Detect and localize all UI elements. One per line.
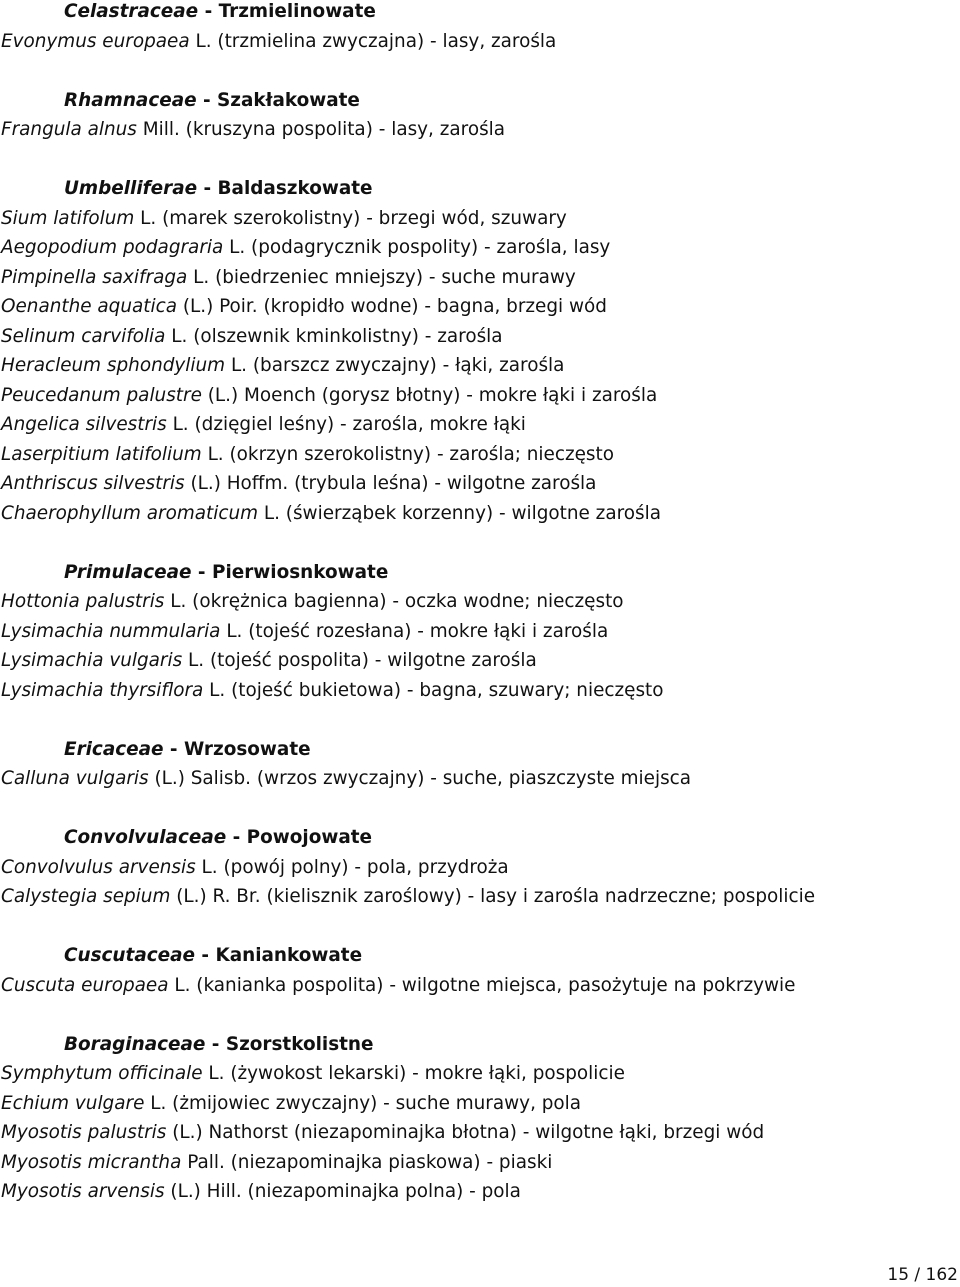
- section-gap: [0, 705, 960, 735]
- species-latin-name: Myosotis palustris: [1, 1122, 167, 1143]
- species-entry: [0, 204, 960, 234]
- family-separator: -: [196, 89, 218, 111]
- species-latin-name: Selinum carvifolia: [1, 325, 166, 347]
- family-latin-name: Cuscutaceae: [64, 945, 195, 966]
- species-entry: [0, 351, 960, 381]
- family-polish-name: Trzmielinowate: [218, 1, 376, 22]
- family-heading: [0, 86, 960, 116]
- species-entry: [0, 1089, 960, 1119]
- species-entry: [0, 322, 960, 352]
- species-latin-name: Chaerophyllum aromaticum: [1, 502, 259, 524]
- species-description: L. (marek szerokolistny) - brzegi wód, szuwary: [134, 207, 567, 229]
- species-entry: [0, 410, 960, 440]
- species-entry: [0, 646, 960, 676]
- species-description: L. (trzmielina zwyczajna) - lasy, zarośla: [189, 30, 557, 52]
- species-entry: [0, 1148, 960, 1178]
- species-latin-name: Lysimachia nummularia: [1, 620, 221, 642]
- species-latin-name: Aegopodium podagraria: [1, 237, 224, 258]
- species-latin-name: Myosotis micrantha: [1, 1151, 182, 1173]
- family-separator: -: [198, 1, 219, 22]
- species-description: (L.) Hill. (niezapominajka polna) - pola: [164, 1181, 521, 1202]
- species-latin-name: Calystegia sepium: [1, 886, 171, 907]
- family-polish-name: Kaniankowate: [215, 945, 363, 966]
- family-polish-name: Baldaszkowate: [217, 178, 373, 199]
- species-entry: [0, 233, 960, 263]
- family-latin-name: Ericaceae: [64, 738, 164, 760]
- species-latin-name: Laserpitium latifolium: [1, 443, 202, 465]
- species-entry: [0, 1059, 960, 1089]
- species-description: L. (olszewnik kminkolistny) - zarośla: [165, 325, 503, 347]
- species-entry: [0, 440, 960, 470]
- family-polish-name: Pierwiosnkowate: [211, 561, 389, 583]
- species-entry: [0, 499, 960, 529]
- species-description: L. (tojeść pospolita) - wilgotne zarośla: [182, 650, 537, 671]
- species-entry: [0, 617, 960, 647]
- species-entry: [0, 853, 960, 883]
- species-description: (L.) Poir. (kropidło wodne) - bagna, brzegi wód: [176, 296, 607, 317]
- family-heading: [0, 735, 960, 765]
- species-description: L. (biedrzeniec mniejszy) - suche murawy: [187, 266, 576, 288]
- species-latin-name: Lysimachia thyrsiflora: [1, 679, 204, 701]
- page-number: 15 / 162: [887, 1265, 958, 1285]
- species-latin-name: Frangula alnus: [1, 119, 137, 140]
- species-latin-name: Angelica silvestris: [1, 414, 167, 435]
- family-separator: -: [163, 738, 184, 760]
- species-latin-name: Sium latifolum: [1, 207, 135, 229]
- species-entry: [0, 1177, 960, 1207]
- species-description: L. (barszcz zwyczajny) - łąki, zarośla: [225, 355, 565, 376]
- species-entry: [0, 27, 960, 57]
- species-entry: [0, 469, 960, 499]
- species-entry: [0, 263, 960, 293]
- family-polish-name: Wrzosowate: [183, 738, 311, 760]
- family-polish-name: Szakłakowate: [217, 89, 360, 111]
- species-description: L. (podagrycznik pospolity) - zarośla, lasy: [223, 237, 611, 258]
- family-latin-name: Primulaceae: [64, 561, 192, 583]
- family-polish-name: Powojowate: [246, 827, 372, 848]
- species-latin-name: Pimpinella saxifraga: [1, 266, 188, 288]
- species-latin-name: Cuscuta europaea: [1, 974, 169, 996]
- species-latin-name: Myosotis arvensis: [1, 1181, 165, 1202]
- species-description: Pall. (niezapominajka piaskowa) - piaski: [181, 1151, 553, 1173]
- species-description: L. (okrężnica bagienna) - oczka wodne; nieczęsto: [164, 591, 624, 612]
- family-latin-name: Convolvulaceae: [64, 827, 227, 848]
- species-latin-name: Convolvulus arvensis: [1, 856, 196, 878]
- section-gap: [0, 528, 960, 558]
- family-heading: [0, 1030, 960, 1060]
- section-gap: [0, 1000, 960, 1030]
- species-description: (L.) R. Br. (kielisznik zaroślowy) - lasy i zarośla nadrzeczne; pospolicie: [170, 886, 816, 907]
- species-entry: [0, 971, 960, 1001]
- species-description: (L.) Hoffm. (trybula leśna) - wilgotne zarośla: [184, 473, 597, 494]
- species-description: L. (powój polny) - pola, przydroża: [195, 856, 509, 878]
- species-description: (L.) Moench (gorysz błotny) - mokre łąki i zarośla: [201, 384, 658, 406]
- species-latin-name: Oenanthe aquatica: [1, 296, 177, 317]
- species-description: (L.) Nathorst (niezapominajka błotna) - wilgotne łąki, brzegi wód: [166, 1122, 765, 1143]
- species-entry: [0, 676, 960, 706]
- species-latin-name: Lysimachia vulgaris: [1, 650, 183, 671]
- species-description: (L.) Salisb. (wrzos zwyczajny) - suche, piaszczyste miejsca: [148, 768, 692, 789]
- section-gap: [0, 56, 960, 86]
- species-description: L. (tojeść rozesłana) - mokre łąki i zarośla: [220, 620, 609, 642]
- species-latin-name: Anthriscus silvestris: [1, 473, 185, 494]
- family-heading: [0, 174, 960, 204]
- family-separator: -: [197, 178, 218, 199]
- family-heading: [0, 941, 960, 971]
- section-gap: [0, 912, 960, 942]
- species-latin-name: Calluna vulgaris: [1, 768, 149, 789]
- species-entry: [0, 882, 960, 912]
- section-gap: [0, 794, 960, 824]
- family-polish-name: Szorstkolistne: [225, 1033, 374, 1055]
- family-separator: -: [191, 561, 212, 583]
- species-entry: [0, 115, 960, 145]
- species-description: L. (dzięgiel leśny) - zarośla, mokre łąki: [166, 414, 526, 435]
- species-description: Mill. (kruszyna pospolita) - lasy, zarośla: [136, 119, 506, 140]
- species-description: L. (okrzyn szerokolistny) - zarośla; nieczęsto: [201, 443, 614, 465]
- species-latin-name: Echium vulgare: [1, 1092, 145, 1114]
- section-gap: [0, 145, 960, 175]
- family-latin-name: Boraginaceae: [64, 1033, 206, 1055]
- species-latin-name: Peucedanum palustre: [1, 384, 202, 406]
- species-latin-name: Heracleum sphondylium: [1, 355, 226, 376]
- species-description: L. (żmijowiec zwyczajny) - suche murawy, pola: [144, 1092, 582, 1114]
- species-entry: [0, 292, 960, 322]
- species-entry: [0, 764, 960, 794]
- species-description: L. (żywokost lekarski) - mokre łąki, pospolicie: [202, 1063, 625, 1084]
- family-latin-name: Celastraceae: [64, 1, 199, 22]
- species-description: L. (tojeść bukietowa) - bagna, szuwary; nieczęsto: [203, 679, 664, 701]
- family-latin-name: Rhamnaceae: [64, 89, 197, 111]
- family-heading: [0, 0, 960, 27]
- species-entry: [0, 587, 960, 617]
- species-entry: [0, 1118, 960, 1148]
- family-separator: -: [195, 945, 216, 966]
- species-latin-name: Symphytum officinale: [1, 1063, 203, 1084]
- family-heading: [0, 558, 960, 588]
- species-latin-name: Hottonia palustris: [1, 591, 165, 612]
- family-separator: -: [205, 1033, 226, 1055]
- family-separator: -: [226, 827, 247, 848]
- species-description: L. (kanianka pospolita) - wilgotne miejsca, pasożytuje na pokrzywie: [168, 974, 796, 996]
- family-latin-name: Umbelliferae: [64, 178, 198, 199]
- species-latin-name: Evonymus europaea: [1, 30, 190, 52]
- family-heading: [0, 823, 960, 853]
- species-entry: [0, 381, 960, 411]
- species-description: L. (świerząbek korzenny) - wilgotne zarośla: [258, 502, 661, 524]
